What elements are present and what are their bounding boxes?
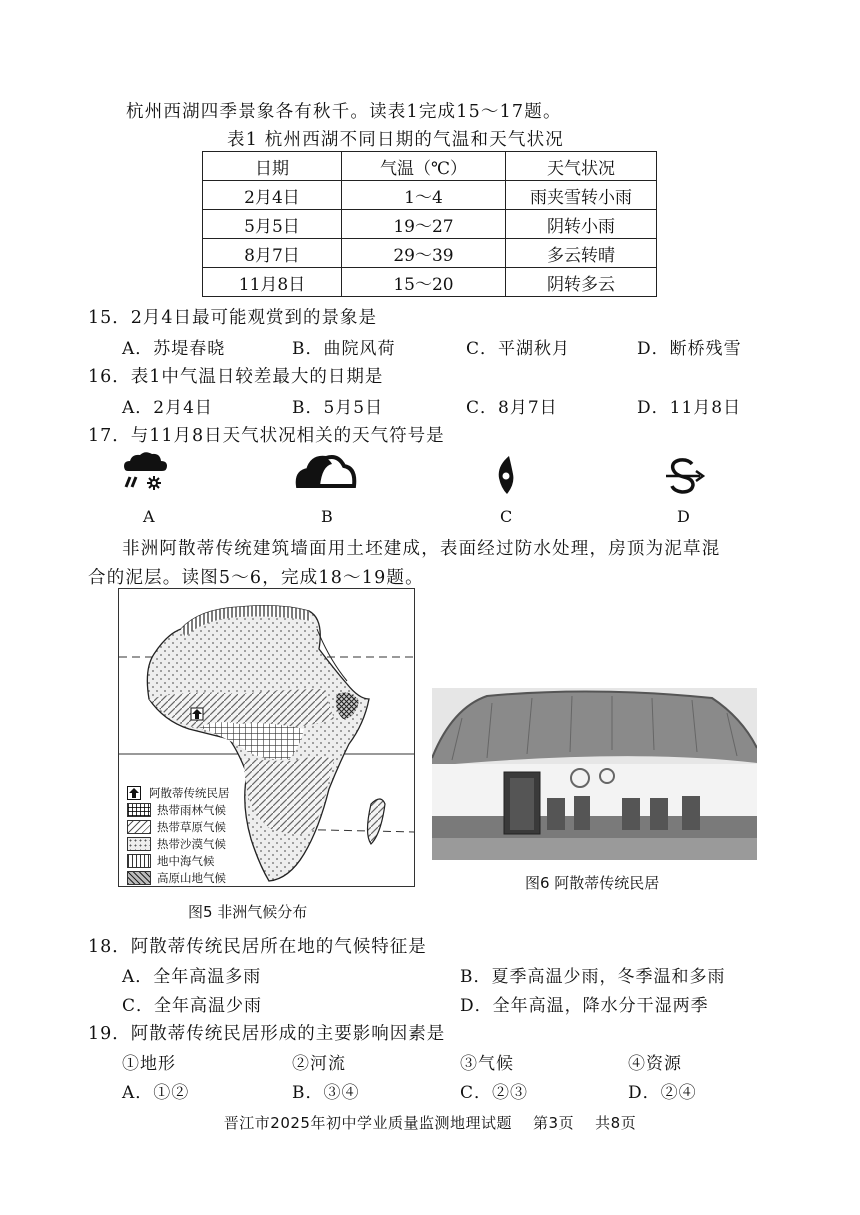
symbol-label-a: A (143, 507, 155, 526)
sandstorm-icon[interactable] (664, 456, 706, 496)
q15-option-a[interactable]: A．苏堤春晓 (122, 339, 226, 359)
symbol-label-b: B (321, 507, 333, 526)
legend-label: 地中海气候 (157, 854, 215, 868)
table-row (203, 268, 657, 297)
cross-hatch-swatch (127, 871, 151, 885)
q19-factor-2: ②河流 (292, 1054, 346, 1074)
q19-factor-1: ①地形 (122, 1054, 176, 1074)
symbol-label-c: C (500, 507, 513, 526)
q16-option-a[interactable]: A．2月4日 (122, 398, 213, 418)
cloudy-icon[interactable] (294, 452, 358, 492)
question-15-stem: 15．2月4日最可能观赏到的景象是 (88, 308, 378, 328)
figure-6-caption: 图6 阿散蒂传统民居 (525, 874, 660, 892)
table-cell: 1～4 (342, 181, 506, 210)
page-footer: 晋江市2025年初中学业质量监测地理试题 第3页 共8页 (223, 1114, 637, 1132)
table-row (203, 239, 657, 268)
q19-factor-3: ③气候 (460, 1054, 514, 1074)
weather-table (202, 151, 657, 297)
dots-swatch (127, 837, 151, 851)
africa-climate-map (118, 588, 415, 887)
grid-swatch (127, 803, 151, 817)
table-row (203, 181, 657, 210)
house-icon (127, 786, 141, 800)
table-cell: 阴转多云 (506, 268, 657, 297)
q19-option-b[interactable]: B．③④ (292, 1083, 360, 1103)
legend-label: 热带沙漠气候 (157, 837, 226, 851)
vertical-swatch (127, 854, 151, 868)
legend-item-desert (127, 836, 226, 852)
table-header-cell: 天气状况 (506, 152, 657, 181)
table-cell: 19～27 (342, 210, 506, 239)
diagonal-swatch (127, 820, 151, 834)
table-cell: 5月5日 (203, 210, 342, 239)
legend-item-highland (127, 870, 226, 886)
table-cell: 阴转小雨 (506, 210, 657, 239)
q18-option-a[interactable]: A．全年高温多雨 (122, 967, 262, 987)
q19-option-a[interactable]: A．①② (122, 1083, 190, 1103)
table-header-cell: 日期 (203, 152, 342, 181)
q15-option-c[interactable]: C．平湖秋月 (466, 339, 571, 359)
question-18-stem: 18．阿散蒂传统民居所在地的气候特征是 (88, 937, 427, 957)
legend-label: 高原山地气候 (157, 871, 226, 885)
legend-item-savanna (127, 819, 226, 835)
legend-item-house (127, 785, 230, 801)
legend-item-mediterranean (127, 853, 215, 869)
sleet-icon[interactable] (120, 449, 170, 495)
ashanti-house-photo (432, 688, 757, 860)
table-cell: 11月8日 (203, 268, 342, 297)
table-header-row (203, 152, 657, 181)
table-header-cell: 气温（℃） (342, 152, 506, 181)
q18-option-c[interactable]: C．全年高温少雨 (122, 996, 263, 1016)
intro-text-1: 杭州西湖四季景象各有秋千。读表1完成15～17题。 (126, 102, 562, 122)
table-cell: 雨夹雪转小雨 (506, 181, 657, 210)
q18-option-b[interactable]: B．夏季高温少雨，冬季温和多雨 (460, 967, 726, 987)
q19-option-d[interactable]: D．②④ (628, 1083, 697, 1103)
table-cell: 15～20 (342, 268, 506, 297)
question-17-stem: 17．与11月8日天气状况相关的天气符号是 (88, 426, 445, 446)
typhoon-icon[interactable] (493, 454, 519, 498)
q19-option-c[interactable]: C．②③ (460, 1083, 529, 1103)
intro-text-2-line2: 合的泥层。读图5～6，完成18～19题。 (88, 568, 424, 588)
legend-label: 热带雨林气候 (157, 803, 226, 817)
table-cell: 2月4日 (203, 181, 342, 210)
legend-label: 阿散蒂传统民居 (149, 786, 230, 800)
q15-option-b[interactable]: B．曲院风荷 (292, 339, 396, 359)
house-illustration (432, 688, 757, 860)
intro-text-2-line1: 非洲阿散蒂传统建筑墙面用土坯建成，表面经过防水处理，房顶为泥草混 (122, 539, 721, 559)
symbol-label-d: D (677, 507, 690, 526)
q15-option-d[interactable]: D．断桥残雪 (637, 339, 742, 359)
legend-label: 热带草原气候 (157, 820, 226, 834)
q16-option-b[interactable]: B．5月5日 (292, 398, 384, 418)
table-cell: 多云转晴 (506, 239, 657, 268)
q16-option-c[interactable]: C．8月7日 (466, 398, 558, 418)
table-row (203, 210, 657, 239)
question-19-stem: 19．阿散蒂传统民居形成的主要影响因素是 (88, 1024, 446, 1044)
q16-option-d[interactable]: D．11月8日 (637, 398, 742, 418)
question-16-stem: 16．表1中气温日较差最大的日期是 (88, 367, 384, 387)
legend-item-rainforest (127, 802, 226, 818)
table-title: 表1 杭州西湖不同日期的气温和天气状况 (227, 130, 564, 150)
madagascar-shape (368, 799, 386, 844)
q19-factor-4: ④资源 (628, 1054, 682, 1074)
q18-option-d[interactable]: D．全年高温，降水分干湿两季 (460, 996, 709, 1016)
table-cell: 29～39 (342, 239, 506, 268)
table-cell: 8月7日 (203, 239, 342, 268)
figure-5-caption: 图5 非洲气候分布 (188, 903, 308, 921)
ashanti-location-marker (191, 708, 203, 720)
